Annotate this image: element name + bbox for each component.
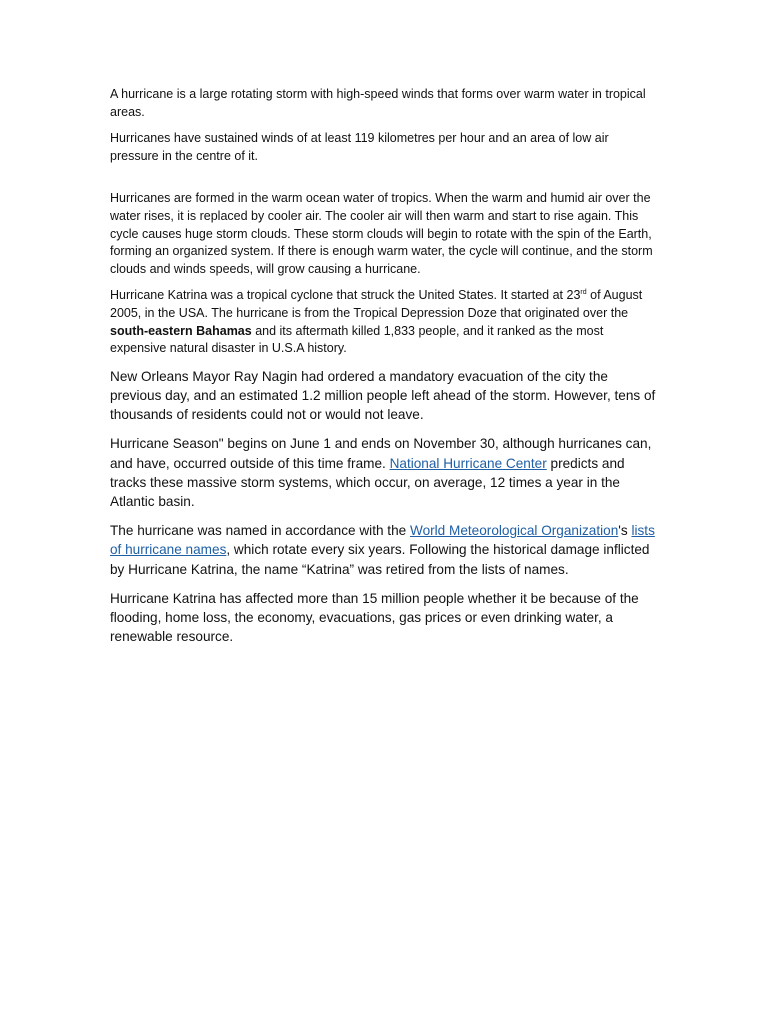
paragraph-katrina	[110, 287, 658, 357]
text-tropical-cyclone: tropical cyclone	[246, 288, 334, 303]
text-bahamas-bold: south-eastern Bahamas	[110, 323, 252, 338]
paragraph-winds: Hurricanes have sustained winds of at least 119 kilometres per hour and an area of low air pressure in the centre of it.	[110, 131, 609, 163]
paragraph-impact: Hurricane Katrina has affected more than 15 million people whether it be because of the flooding, home loss, the economy, evacuations, gas prices or even drinking water, a renewable resource.	[110, 590, 639, 645]
link-national-hurricane-center[interactable]: National Hurricane Center	[389, 455, 547, 471]
link-lists-of-hurricane-names[interactable]: lists of hurricane names	[110, 523, 655, 558]
text-run: predicts and tracks these massive storm systems, which occur, on average, 12 times a year in the Atlantic basin.	[110, 455, 625, 509]
text-run: 's	[618, 523, 632, 539]
text-run: of August 2005, in the USA. The hurricane is from the Tropical Depression Doze that originated over the	[110, 288, 643, 320]
text-run: Hurricane Katrina was a	[110, 288, 247, 303]
text-run: that struck the	[333, 288, 419, 303]
paragraph-season	[110, 434, 658, 511]
text-run: and its aftermath killed 1,833 people, and it ranked as the most expensive natural disaster in U.S.A history.	[110, 323, 604, 356]
ordinal-superscript: rd	[580, 289, 587, 297]
text-run: , which rotate every six years. Following the historical damage inflicted by Hurricane Katrina, the name “Katrina” was retired from the lists of names.	[110, 542, 650, 577]
paragraph-evacuation: New Orleans Mayor Ray Nagin had ordered a mandatory evacuation of the city the previous day, and an estimated 1.2 million people left ahead of the storm. However, tens of thousands of residents could not or would not leave.	[110, 368, 656, 423]
text-run: The hurricane was named in accordance with the	[110, 523, 410, 539]
link-world-meteorological-organization[interactable]: World Meteorological Organization	[409, 523, 619, 539]
text-united-states: United States	[418, 288, 494, 303]
paragraph-definition: A hurricane is a large rotating storm with high-speed winds that forms over warm water in tropical areas.	[110, 87, 646, 119]
paragraph-formation: Hurricanes are formed in the warm ocean water of tropics. When the warm and humid air over the water rises, it is replaced by cooler air. The cooler air will then warm and start to rise again. This cycle causes huge storm clouds. These storm clouds will begin to rotate with the spin of the Earth, forming an organized system. If there is enough warm water, the cycle will continue, and the storm clouds and winds speeds, will grow causing a hurricane.	[110, 191, 653, 276]
paragraph-naming	[110, 521, 658, 579]
text-run: Hurricane Season" begins on June 1 and ends on November 30, although hurricanes can, and have, occurred outside of this time frame.	[110, 436, 652, 471]
text-run: . It started at 23	[493, 288, 581, 303]
